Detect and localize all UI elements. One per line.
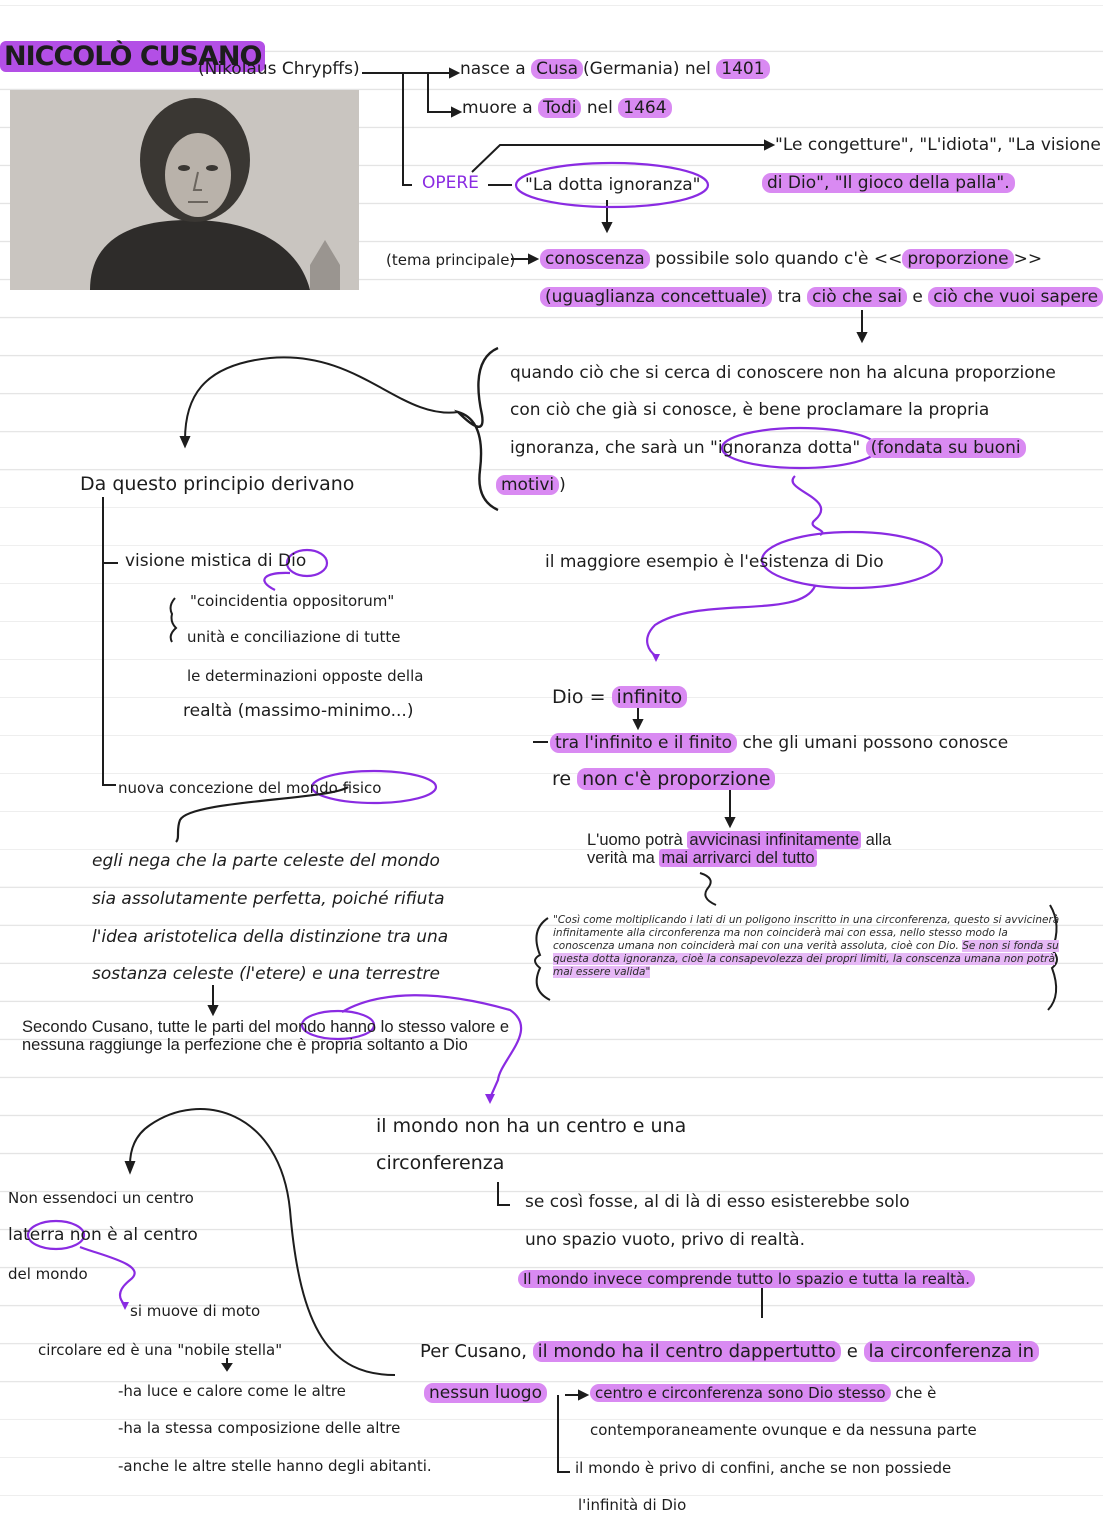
tema-line2: (uguaglianza concettuale) tra ciò che sai e ciò che vuoi sapere <box>540 286 1103 308</box>
mondo-line3: l'idea aristotelica della distinzione tra una <box>92 927 449 947</box>
terra-line4: si muove di moto <box>130 1302 261 1320</box>
centro-line1: il mondo non ha un centro e una <box>376 1115 687 1137</box>
portrait-image <box>10 90 359 290</box>
terra-bullet1: -ha luce e calore come le altre <box>118 1382 346 1400</box>
esempio-line3: re non c'è proporzione <box>552 768 775 790</box>
title-text: NICCOLÒ CUSANO <box>0 41 265 72</box>
mondo-print: Secondo Cusano, tutte le parti del mondo hanno lo stesso valore e nessuna raggiunge la perfezione che è propria soltanto a Dio <box>22 1018 510 1054</box>
quote-block: "Così come moltiplicando i lati di un poligono inscritto in una circonferenza, questo si avvicinerà infinitamente alla circonferenza ma non coinciderà mai con essa, nello stesso modo la conoscenza umana non coinciderà mai con una verità assoluta, cioè con Dio. Se non si fonda su questa dotta ignoranza, cioè la consapevolezza dei propri limiti, la conscenza umana non potrà mai essere valida" <box>553 914 1060 978</box>
tema-label: (tema principale) <box>386 251 516 269</box>
born-line: nasce a Cusa (Germania) nel 1401 <box>460 58 770 80</box>
brace-line4: motivi ) <box>496 474 566 496</box>
main-work: "La dotta ignoranza" <box>525 175 701 195</box>
mondo-line4: sostanza celeste (l'etere) e una terrestre <box>92 964 440 984</box>
coincidentia: "coincidentia oppositorum" <box>190 592 395 610</box>
finale-line5: il mondo è privo di confini, anche se non possiede <box>575 1459 952 1477</box>
principio-item1: visione mistica di Dio <box>125 551 307 571</box>
finale-line6: l'infinità di Dio <box>578 1496 687 1514</box>
terra-line1: Non essendoci un centro <box>8 1189 194 1207</box>
terra-line2: laterra non è al centro <box>8 1225 198 1245</box>
finale-line1: Per Cusano, il mondo ha il centro dappertutto e la circonferenza in <box>420 1341 1039 1363</box>
other-works-line1: "Le congetture", "L'idiota", "La visione <box>775 135 1101 155</box>
finale-line2: nessun luogo <box>424 1382 547 1404</box>
centro-line5: Il mondo invece comprende tutto lo spazio e tutta la realtà. <box>518 1268 975 1290</box>
principio-heading: Da questo principio derivano <box>80 473 355 495</box>
dio-infinito: Dio = infinito <box>552 686 687 708</box>
mondo-line2: sia assolutamente perfetta, poiché rifiuta <box>92 889 445 909</box>
uomo-text: L'uomo potrà avvicinasi infinitamente alla verità ma mai arrivarci del tutto <box>587 831 892 867</box>
opere-label: OPERE <box>422 173 479 193</box>
centro-line4: uno spazio vuoto, privo di realtà. <box>525 1230 805 1250</box>
portrait-icon <box>10 90 359 290</box>
centro-line2: circonferenza <box>376 1152 505 1174</box>
terra-line3: del mondo <box>8 1265 88 1283</box>
died-line: muore a Todi nel 1464 <box>462 97 672 119</box>
alias: (Nikolaus Chrypffs) <box>198 59 360 79</box>
unita-line1: unità e conciliazione di tutte <box>187 628 401 646</box>
other-works-line2: di Dio", "Il gioco della palla". <box>762 172 1015 194</box>
centro-line3: se così fosse, al di là di esso esisterebbe solo <box>525 1192 910 1212</box>
brace-line3: ignoranza, che sarà un "ignoranza dotta" (fondata su buoni <box>510 437 1026 459</box>
finale-line4: contemporaneamente ovunque e da nessuna parte <box>590 1421 977 1439</box>
tema-line1: conoscenza possibile solo quando c'è << proporzione >> <box>540 248 1042 270</box>
terra-line5: circolare ed è una "nobile stella" <box>38 1341 283 1359</box>
esempio-line: il maggiore esempio è l'esistenza di Dio <box>545 552 884 572</box>
unita-line3: realtà (massimo-minimo...) <box>183 701 414 721</box>
terra-bullet3: -anche le altre stelle hanno degli abitanti. <box>118 1457 432 1475</box>
finale-line3: centro e circonferenza sono Dio stesso che è <box>590 1382 936 1404</box>
principio-item2: nuova concezione del mondo fisico <box>118 779 382 797</box>
terra-bullet2: -ha la stessa composizione delle altre <box>118 1419 401 1437</box>
brace-line1: quando ciò che si cerca di conoscere non ha alcuna proporzione <box>510 363 1056 383</box>
brace-line2: con ciò che già si conosce, è bene proclamare la propria <box>510 400 990 420</box>
esempio-line2: tra l'infinito e il finito che gli umani possono conosce <box>550 732 1008 754</box>
mondo-line1: egli nega che la parte celeste del mondo <box>92 851 440 871</box>
unita-line2: le determinazioni opposte della <box>187 667 424 685</box>
